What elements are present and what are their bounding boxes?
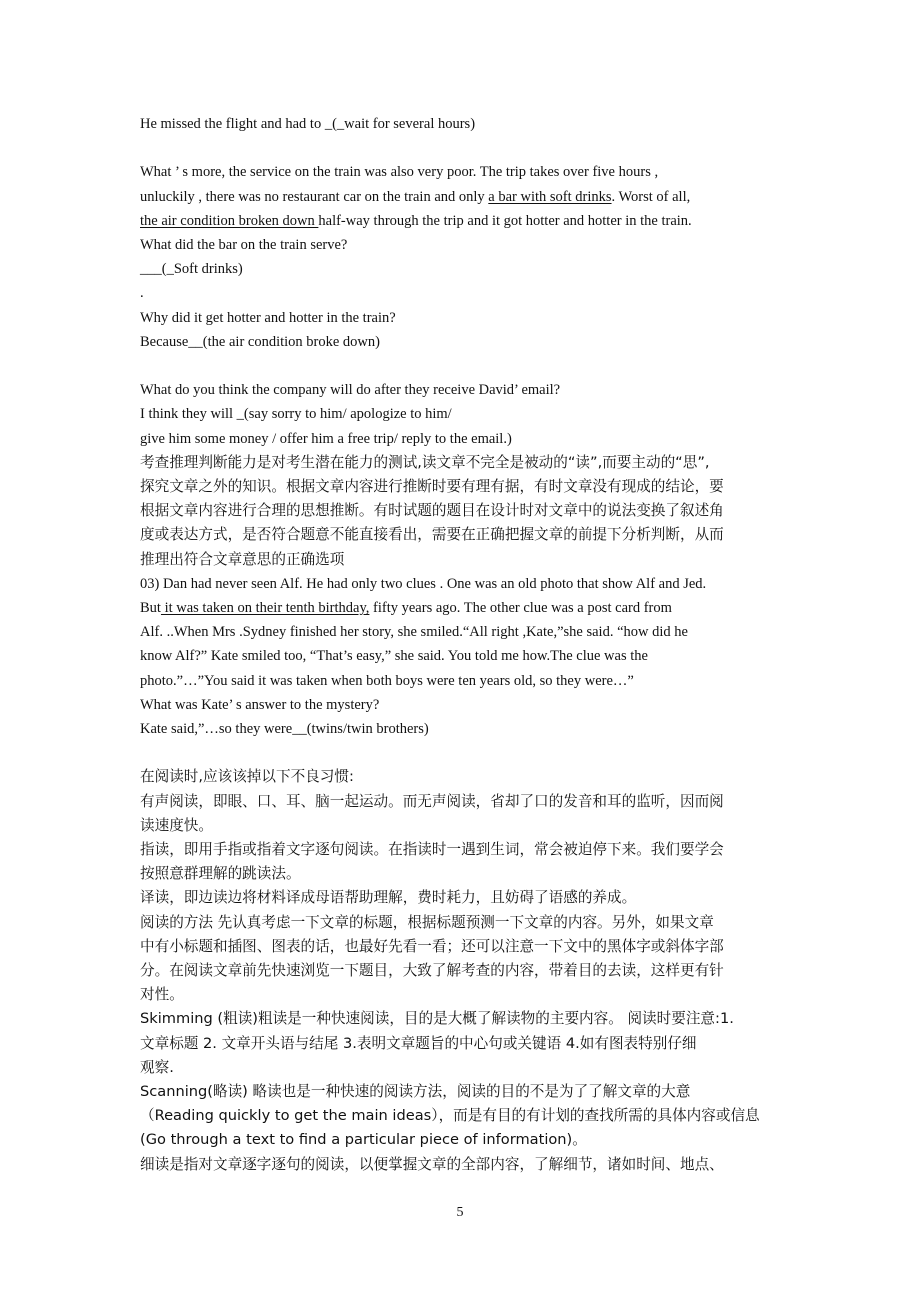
document-body [140,112,783,1177]
chinese-text-line: 探究文章之外的知识。根据文章内容进行推断时要有理有据，有时文章没有现成的结论，要 [140,478,724,496]
text-line: unluckily , there was no restaurant car on the train and only a bar with soft drinks. Worst of all, [140,188,691,205]
text-line: But it was taken on their tenth birthday, fifty years ago. The other clue was a post card from [140,600,672,617]
question: What do you think the company will do after they receive David’ email? [140,382,561,399]
chinese-text-line: 考查推理判断能力是对考生潜在能力的测试,读文章不完全是被动的“读”,而要主动的“思”, [140,453,710,471]
blank-line [140,354,783,378]
text-line: What ’ s more, the service on the train was also very poor. The trip takes over five hours , [140,164,659,181]
text-line: 03) Dan had never seen Alf. He had only two clues . One was an old photo that show Alf and Jed. [140,575,707,592]
chinese-text-line: 在阅读时,应该该掉以下不良习惯: [140,768,354,786]
blank-line [140,136,783,160]
text-line: the air condition broken down half-way through the trip and it got hotter and hotter in the train. [140,212,692,229]
chinese-text-line: 读速度快。 [140,816,213,834]
text-line: know Alf?” Kate smiled too, “That’s easy,” she said. You told me how.The clue was the [140,648,648,665]
answer: I think they will _(say sorry to him/ apologize to him/ [140,406,452,423]
chinese-text-line: 度或表达方式，是否符合题意不能直接看出，需要在正确把握文章的前提下分析判断，从而 [140,526,724,544]
answer: Because__(the air condition broke down) [140,333,380,350]
chinese-text-line: 译读，即边读边将材料译成母语帮助理解，费时耗力，且妨碍了语感的养成。 [140,889,637,907]
chinese-text-line: 中有小标题和插图、图表的话，也最好先看一看；还可以注意一下文中的黑体字或斜体字部 [140,937,724,955]
chinese-text-line: （Reading quickly to get the main ideas），而是有目的有计划的查找所需的具体内容或信息 [140,1107,760,1125]
text-line: Alf. ..When Mrs .Sydney finished her story, she smiled.“All right ,Kate,”she said. “how did he [140,624,688,641]
text-line: . [140,285,144,302]
question: What was Kate’ s answer to the mystery? [140,696,380,713]
chinese-text-line: Scanning(略读) 略读也是一种快速的阅读方法，阅读的目的不是为了了解文章的大意 [140,1083,691,1101]
chinese-text-line: 按照意群理解的跳读法。 [140,865,301,883]
answer: ___(_Soft drinks) [140,261,243,278]
chinese-text-line: 观察. [140,1058,174,1076]
question: What did the bar on the train serve? [140,237,348,253]
chinese-text-line: Skimming (粗读)粗读是一种快速阅读，目的是大概了解读物的主要内容。 阅读时要注意:1. [140,1010,734,1028]
chinese-text-line: 细读是指对文章逐字逐句的阅读，以便掌握文章的全部内容，了解细节，诸如时间、地点、 [140,1155,724,1173]
blank-line [140,741,783,765]
chinese-text-line: 文章标题 2. 文章开头语与结尾 3.表明文章题旨的中心句或关键语 4.如有图表特别仔细 [140,1034,697,1052]
chinese-text-line: (Go through a text to find a particular piece of information)。 [140,1131,587,1149]
chinese-text-line: 阅读的方法 先认真考虑一下文章的标题，根据标题预测一下文章的内容。另外，如果文章 [140,913,714,931]
page-number: 5 [456,1205,464,1220]
text-line: photo.”…”You said it was taken when both boys were ten years old, so they were…” [140,672,634,689]
chinese-text-line: 根据文章内容进行合理的思想推断。有时试题的题目在设计时对文章中的说法变换了叙述角 [140,502,724,520]
underlined-phrase: the air condition broken down [140,212,319,229]
chinese-text-line: 对性。 [140,986,184,1004]
chinese-text-line: 有声阅读，即眼、口、耳、脑一起运动。而无声阅读，省却了口的发音和耳的监听，因而阅 [140,792,724,810]
text-line: He missed the flight and had to _(_wait for several hours) [140,116,476,132]
question: Why did it get hotter and hotter in the train? [140,309,396,326]
answer: Kate said,”…so they were__(twins/twin brothers) [140,721,429,738]
chinese-text-line: 推理出符合文章意思的正确选项 [140,550,345,568]
chinese-text-line: 指读，即用手指或指着文字逐句阅读。在指读时一遇到生词，常会被迫停下来。我们要学会 [140,841,724,859]
chinese-text-line: 分。在阅读文章前先快速浏览一下题目，大致了解考查的内容，带着目的去读，这样更有针 [140,962,724,980]
underlined-phrase: a bar with soft drinks [488,188,612,205]
underlined-phrase: it was taken on their tenth birthday, [160,600,370,617]
answer: give him some money / offer him a free trip/ reply to the email.) [140,430,512,447]
